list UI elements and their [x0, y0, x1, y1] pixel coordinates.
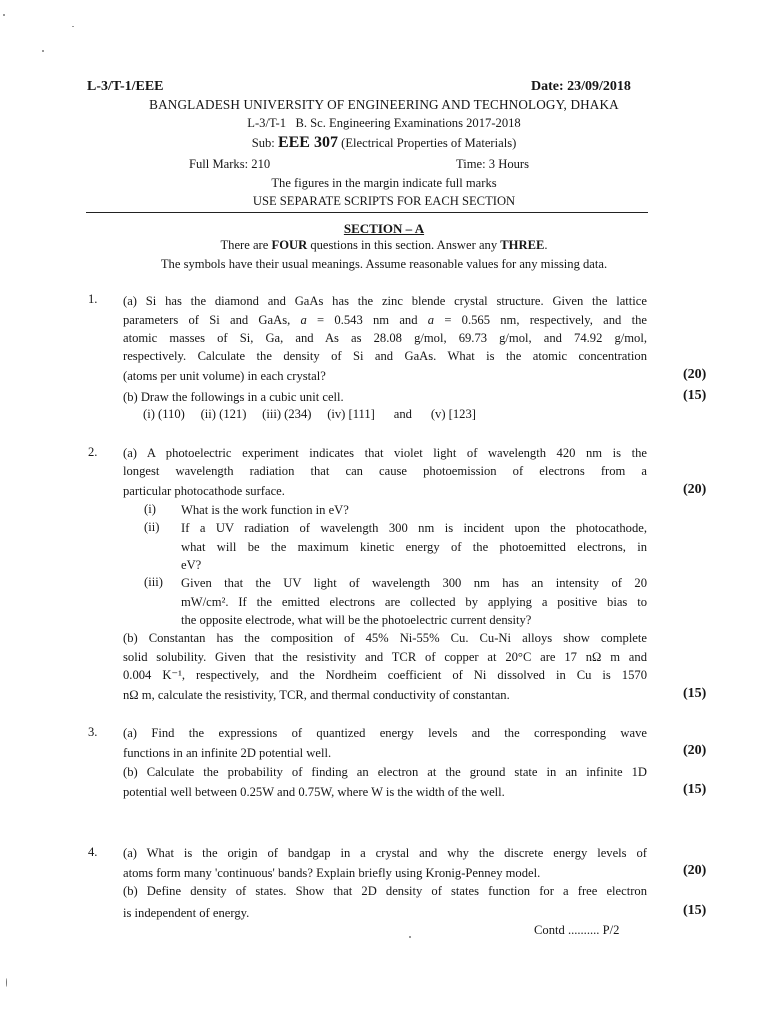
q2b-line-2: solid solubility. Given that the resistivity and TCR of copper at 20°C are 17 nΩ m and [123, 650, 647, 664]
subject-line [0, 134, 768, 152]
q2a-sub-i-number: (i) [144, 502, 156, 516]
full-marks: Full Marks: 210 [189, 157, 271, 171]
q4a-line-2: atoms form many 'continuous' bands? Explain briefly using Kronig-Penney model. [123, 866, 541, 880]
q1a-marks: (20) [683, 367, 707, 382]
q1b-marks: (15) [683, 388, 707, 403]
separate-scripts-note: USE SEPARATE SCRIPTS FOR EACH SECTION [252, 194, 516, 208]
q1a-line-4: respectively. Calculate the density of Si and GaAs. What is the atomic concentration [123, 349, 647, 363]
course-code-header: L-3/T-1/EEE [87, 79, 164, 94]
exam-date: Date: 23/09/2018 [531, 79, 631, 94]
q1a-line-5: (atoms per unit volume) in each crystal? [123, 369, 326, 383]
header-divider [86, 212, 648, 213]
q1a-line-3: atomic masses of Si, Ga, and As as 28.08 g/mol, 69.73 g/mol, and 74.92 g/mol, [123, 331, 647, 345]
q2a-sub-i: What is the work function in eV? [181, 503, 349, 517]
q2a-sub-ii-line-1: If a UV radiation of wavelength 300 nm is incident upon the photocathode, [181, 521, 647, 535]
q2a-marks: (20) [683, 482, 707, 497]
exam-time: Time: 3 Hours [456, 157, 530, 171]
section-title [0, 220, 768, 238]
q2a-sub-iii-line-1: Given that the UV light of wavelength 300 nm has an intensity of 20 [181, 576, 647, 590]
section-title-text: SECTION – A [343, 221, 425, 236]
section-instruction-2: The symbols have their usual meanings. Assume reasonable values for any missing data. [160, 257, 608, 271]
scan-speck [3, 14, 5, 16]
scan-speck [409, 936, 411, 938]
exam-name: B. Sc. Engineering Examinations 2017-2018 [295, 116, 521, 130]
q1b-items: (i) (110) (ii) (121) (iii) (234) (iv) [111] and (v) [123] [143, 407, 476, 421]
margin-note: The figures in the margin indicate full marks [271, 176, 497, 190]
q2a-sub-iii-line-2: mW/cm². If the emitted electrons are collected by applying a positive bias to [181, 595, 647, 609]
q2b-line-3: 0.004 K⁻¹, respectively, and the Nordheim coefficient of Ni dissolved in Cu is 1570 [123, 668, 647, 682]
question-1-number: 1. [88, 292, 98, 306]
q1a-line-2: parameters of Si and GaAs, a = 0.543 nm and a = 0.565 nm, respectively, and the [123, 313, 647, 327]
q2a-line-2: longest wavelength radiation that can cause photoemission of electrons from a [123, 464, 647, 478]
scan-speck [42, 50, 44, 52]
q4b-line-1: (b) Define density of states. Show that 2D density of states function for a free electron [123, 884, 647, 898]
exam-info-line [0, 116, 768, 131]
university-name: BANGLADESH UNIVERSITY OF ENGINEERING AND TECHNOLOGY, DHAKA [149, 97, 619, 112]
q2a-line-1: (a) A photoelectric experiment indicates that violet light of wavelength 420 nm is the [123, 446, 647, 460]
scan-speck [72, 26, 74, 27]
q2b-line-1: (b) Constantan has the composition of 45% Ni-55% Cu. Cu-Ni alloys show complete [123, 631, 647, 645]
scan-speck [6, 978, 7, 987]
q4a-line-1: (a) What is the origin of bandgap in a crystal and why the discrete energy levels of [123, 846, 647, 860]
q3b-line-1: (b) Calculate the probability of finding an electron at the ground state in an infinite 1D [123, 765, 647, 779]
question-4-number: 4. [88, 845, 98, 859]
q3b-line-2: potential well between 0.25W and 0.75W, where W is the width of the well. [123, 785, 505, 799]
subject-prefix: Sub: [251, 136, 275, 150]
q2a-line-3: particular photocathode surface. [123, 484, 285, 498]
q1a-line-1: (a) Si has the diamond and GaAs has the zinc blende crystal structure. Given the lattice [123, 294, 647, 308]
q4b-line-2: is independent of energy. [123, 906, 250, 920]
subject-code: EEE 307 [277, 134, 338, 151]
q2a-sub-ii-line-3: eV? [181, 558, 202, 572]
exam-level: L-3/T-1 [247, 116, 286, 130]
q2a-sub-ii-line-2: what will be the maximum kinetic energy of the photoemitted electrons, in [181, 540, 647, 554]
section-instruction-1: There are FOUR questions in this section. Answer any THREE. [220, 238, 548, 252]
q2a-sub-ii-number: (ii) [144, 520, 160, 534]
q4b-marks: (15) [683, 903, 707, 918]
q1b-line-1: (b) Draw the followings in a cubic unit cell. [123, 390, 344, 404]
question-3-number: 3. [88, 725, 98, 739]
subject-title: (Electrical Properties of Materials) [341, 136, 517, 150]
continued-note: Contd .......... P/2 [534, 923, 620, 937]
q3a-line-1: (a) Find the expressions of quantized energy levels and the corresponding wave [123, 726, 647, 740]
q3b-marks: (15) [683, 782, 707, 797]
q3a-marks: (20) [683, 743, 707, 758]
question-2-number: 2. [88, 445, 98, 459]
q2a-sub-iii-number: (iii) [144, 575, 163, 589]
q2a-sub-iii-line-3: the opposite electrode, what will be the photoelectric current density? [181, 613, 532, 627]
q3a-line-2: functions in an infinite 2D potential well. [123, 746, 332, 760]
q2b-marks: (15) [683, 686, 707, 701]
q4a-marks: (20) [683, 863, 707, 878]
q2b-line-4: nΩ m, calculate the resistivity, TCR, and thermal conductivity of constantan. [123, 688, 510, 702]
